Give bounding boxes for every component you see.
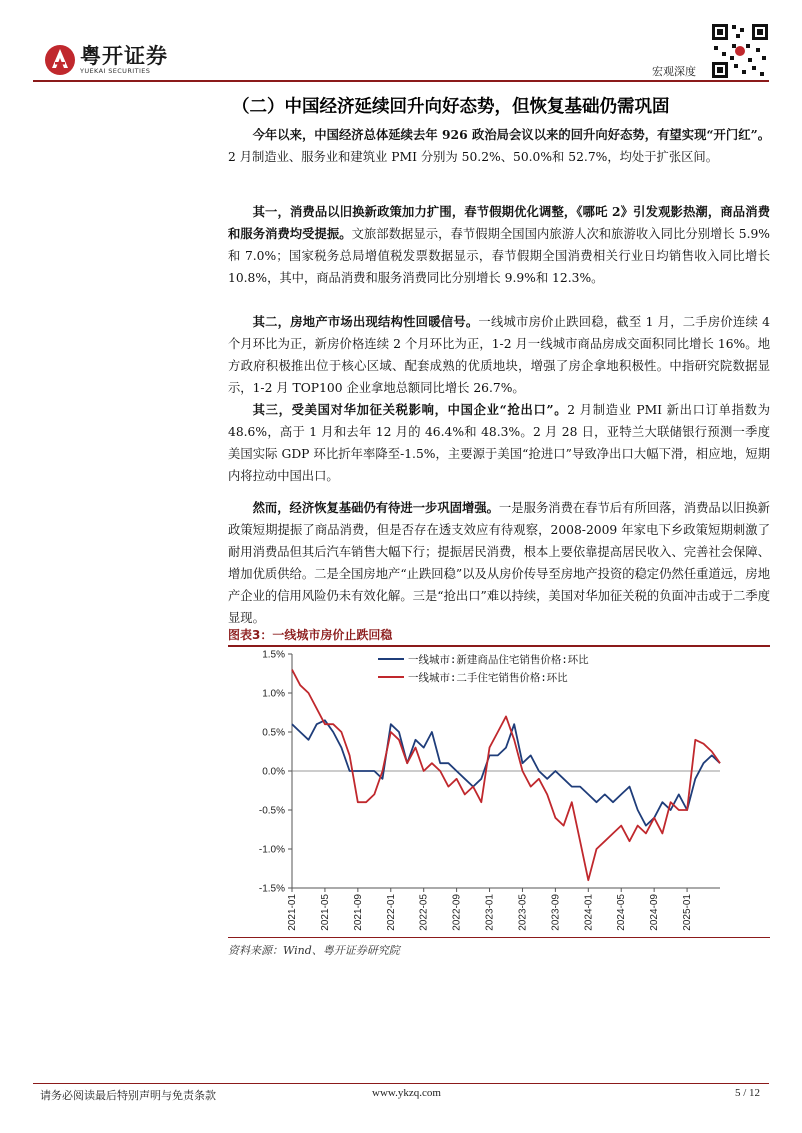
legend-label: 一线城市:二手住宅销售价格:环比 xyxy=(408,672,568,684)
paragraph-body: 一线城市房价止跌回稳，截至 1 月，二手房价连续 4 个月环比为正，新房价格连续 2 个月环比为正，1-2 月一线城市商品房成交面积同比增长 16%。地方政府积极推出位于核心区域、配套成熟的优质地块，增强了房企拿地积极性。中指研究院数据显示，1-2 月 TOP100 企业拿地总额同比增长 26.7%。 xyxy=(228,315,770,395)
paragraph-lead: 其一，消费品以旧换新政策加力扩围，春节假期优化调整，《哪吒 2》引发观影热潮，商品消费和服务消费均受提振。 xyxy=(228,204,770,241)
paragraph-body: 2 月制造业、服务业和建筑业 PMI 分别为 50.2%、50.0%和 52.7%，均处于扩张区间。 xyxy=(228,150,719,164)
footer-disclaimer: 请务必阅读最后特别声明与免责条款 xyxy=(40,1089,216,1102)
series-line-second-hand xyxy=(292,670,720,881)
x-tick-label: 2022-01 xyxy=(385,894,397,931)
logo-name-cn: 粤开证券 xyxy=(80,44,168,68)
x-tick-label: 2021-09 xyxy=(352,894,364,931)
footer-divider xyxy=(33,1083,769,1084)
x-tick-label: 2023-09 xyxy=(550,894,562,931)
paragraph-exports xyxy=(228,399,770,487)
paragraph-body: 2 月制造业 PMI 新出口订单指数为 48.6%，高于 1 月和去年 12 月的 46.4%和 48.3%。2 月 28 日，亚特兰大联储银行预测一季度美国实际 GDP 环比折年率降至-1.5%，主要源于美国“抢进口”导致净出口大幅下滑，相应地，短期内将拉动中国出口。 xyxy=(228,403,770,483)
paragraph-risks xyxy=(228,497,770,629)
paragraph-body: 一是服务消费在春节后有所回落，消费品以旧换新政策短期提振了商品消费，但是否存在透支效应有待观察，2008-2009 年家电下乡政策短期刺激了耐用消费品但其后汽车销售大幅下行；提振居民消费，根本上要依靠提高居民收入、完善社会保障、增加优质供给。二是全国房地产“止跌回稳”以及从房价传导至房地产投资的稳定仍然任重道远，房地产企业的信用风险仍未有效化解。三是“抢出口”难以持续，美国对华加征关税的负面冲击或于二季度显现。 xyxy=(228,501,770,625)
paragraph-lead: 今年以来，中国经济总体延续去年 926 政治局会议以来的回升向好态势，有望实现“开门红”。 xyxy=(252,127,770,142)
y-tick-label: 1.5% xyxy=(262,649,285,661)
paragraph-consumption xyxy=(228,201,770,289)
yuekai-logo-icon xyxy=(44,44,76,76)
paragraph-real-estate xyxy=(228,311,770,399)
report-type: 宏观深度 xyxy=(652,65,696,78)
footer-url[interactable]: www.ykzq.com xyxy=(372,1087,441,1099)
company-logo xyxy=(44,44,168,76)
x-tick-label: 2023-01 xyxy=(484,894,496,931)
x-tick-label: 2024-01 xyxy=(583,894,595,931)
header-divider xyxy=(33,80,769,82)
qr-code-icon xyxy=(710,22,770,80)
x-tick-label: 2021-05 xyxy=(319,894,331,931)
x-tick-label: 2023-05 xyxy=(517,894,529,931)
x-tick-label: 2024-05 xyxy=(616,894,628,931)
paragraph-lead: 然而，经济恢复基础仍有待进一步巩固增强。 xyxy=(252,500,499,515)
x-tick-label: 2022-05 xyxy=(418,894,430,931)
house-price-line-chart xyxy=(228,646,770,936)
legend-label: 一线城市:新建商品住宅销售价格:环比 xyxy=(408,654,589,666)
x-tick-label: 2022-09 xyxy=(451,894,463,931)
x-tick-label: 2024-09 xyxy=(649,894,661,931)
y-tick-label: 0.0% xyxy=(262,766,285,778)
paragraph-lead: 其三，受美国对华加征关税影响，中国企业“抢出口”。 xyxy=(252,402,568,417)
chart-title: 图表3：一线城市房价止跌回稳 xyxy=(228,628,393,642)
paragraph-overview xyxy=(228,124,770,168)
section-title: （二）中国经济延续回升向好态势，但恢复基础仍需巩固 xyxy=(232,97,670,117)
paragraph-lead: 其二，房地产市场出现结构性回暖信号。 xyxy=(252,314,479,329)
logo-name-en: YUEKAI SECURITIES xyxy=(80,67,151,75)
series-line-new-homes xyxy=(292,720,720,825)
chart-source: 资料来源：Wind、粤开证券研究院 xyxy=(228,944,400,957)
page-number: 5 / 12 xyxy=(735,1087,761,1099)
y-tick-label: 1.0% xyxy=(262,688,285,700)
y-tick-label: -0.5% xyxy=(258,805,285,817)
y-tick-label: 0.5% xyxy=(262,727,285,739)
y-tick-label: -1.0% xyxy=(258,844,285,856)
y-tick-label: -1.5% xyxy=(258,883,285,895)
paragraph-body: 文旅部数据显示，春节假期全国国内旅游人次和旅游收入同比分别增长 5.9%和 7.0%；国家税务总局增值税发票数据显示，春节假期全国消费相关行业日均销售收入同比增长 10.8%，其中，商品消费和服务消费同比分别增长 9.9%和 12.3%。 xyxy=(228,227,770,285)
chart-bottom-divider xyxy=(228,937,770,938)
x-tick-label: 2021-01 xyxy=(287,894,298,931)
x-tick-label: 2025-01 xyxy=(682,894,694,931)
